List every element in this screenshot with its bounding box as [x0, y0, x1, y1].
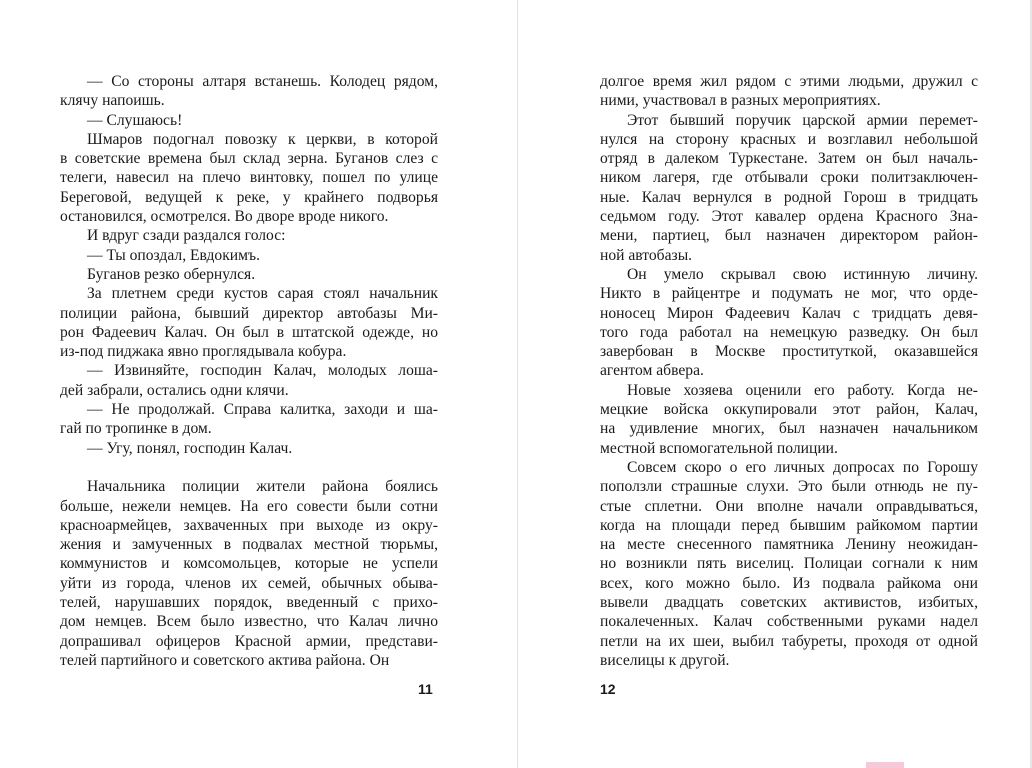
- text-line: клячу напоишь.: [60, 92, 165, 110]
- text-line: петли на их шеи, выбил табуреты, проходя от одной: [600, 632, 978, 650]
- text-line: — Извиняйте, господин Калач, молодых лоша-: [87, 362, 438, 380]
- text-line: жения и замученных в подвалах местной тюрьмы,: [60, 536, 438, 554]
- text-line: но возникли пять виселиц. Полицаи согнали к ним: [600, 555, 978, 573]
- text-line: виселицы к другой.: [600, 651, 730, 669]
- text-line: Начальника полиции жители района боялись: [87, 478, 438, 496]
- text-line: гай по тропинке в дом.: [60, 420, 212, 438]
- text-line: — Со стороны алтаря встанешь. Колодец рядом,: [87, 73, 438, 90]
- text-line: Он умело скрывал свою истинную личину.: [627, 265, 978, 283]
- text-line: местной вспомогательной полиции.: [600, 439, 838, 457]
- text-line: телеги, навесил на плечо винтовку, пошел по улице: [60, 169, 438, 187]
- text-line: Шмаров подогнал повозку к церкви, в которой: [87, 130, 438, 148]
- text-line: телей партийного и советского актива района. Он: [60, 651, 390, 669]
- text-line: Этот бывший поручик царской армии перемет-: [627, 111, 978, 129]
- text-line: допрашивал офицеров Красной армии, представи-: [60, 632, 438, 650]
- text-line: когда на площади перед бывшим райкомом партии: [600, 516, 978, 534]
- text-line: ные. Калач вернулся в родной Горош в тридцать: [600, 188, 978, 206]
- text-line: седьмом году. Этот кавалер ордена Красного Зна-: [600, 208, 978, 226]
- text-line: Никто в райцентре и подумать не мог, что орде-: [600, 285, 978, 303]
- text-line: покалеченных. Калач собственными руками надел: [600, 613, 978, 631]
- pink-mark: [866, 762, 904, 768]
- text-line: За плетнем среди кустов сарая стоял начальник: [87, 285, 438, 303]
- text-line: коммунистов и комсомольцев, которые не успели: [60, 555, 438, 573]
- text-line: ними, участвовал в разных мероприятиях.: [600, 92, 881, 110]
- text-line: ной автобазы.: [600, 246, 693, 264]
- right-page: [518, 0, 1032, 768]
- text-line: красноармейцев, захваченных при выходе из окру-: [60, 516, 438, 534]
- text-line: Буганов резко обернулся.: [87, 265, 256, 283]
- text-line: — Ты опоздал, Евдокимъ.: [87, 246, 260, 264]
- left-page-text: [60, 72, 438, 670]
- text-line: поползли страшные слухи. Это были отнюдь не пу-: [600, 478, 978, 496]
- text-line: остановился, осмотрелся. Во дворе вроде никого.: [60, 208, 389, 226]
- text-line: дом немцев. Всем было известно, что Калач лично: [60, 613, 438, 631]
- text-line: — Угу, понял, господин Калач.: [87, 439, 293, 457]
- text-line: рон Фадеевич Калач. Он был в штатской одежде, но: [60, 323, 438, 341]
- right-page-text: [600, 72, 978, 670]
- text-line: агентом абвера.: [600, 362, 704, 380]
- text-line: больше, нежели немцев. На его совести были сотни: [60, 497, 438, 515]
- text-line: дей забрали, остались одни клячи.: [60, 381, 289, 399]
- text-line: телей, нарушавших порядок, введенный с прихо-: [60, 594, 438, 612]
- page-number-right: 12: [600, 681, 616, 697]
- text-line: Береговой, ведущей к реке, у крайнего подворья: [60, 188, 438, 206]
- text-line: из-под пиджака явно проглядывала кобура.: [60, 343, 347, 361]
- text-line: — Слушаюсь!: [87, 111, 183, 129]
- page-number-left: 11: [418, 681, 433, 697]
- text-line: ником лагеря, где отбывали сроки политзаключен-: [600, 169, 978, 187]
- text-line: стые сплетни. Они вполне начали оправдываться,: [600, 497, 978, 515]
- text-line: уйти из города, членов их семей, обычных обыва-: [60, 574, 438, 592]
- text-line: завербован в Москве проституткой, оказавшейся: [600, 343, 978, 361]
- text-line: мени, партиец, был назначен директором район-: [600, 227, 978, 245]
- text-line: долгое время жил рядом с этими людьми, дружил с: [600, 73, 978, 90]
- section-break: [60, 458, 438, 477]
- text-line: — Не продолжай. Справа калитка, заходи и ша-: [87, 401, 438, 419]
- text-line: всех, кого можно было. Из подвала райкома они: [600, 574, 978, 592]
- text-line: нулся на сторону красных и возглавил небольшой: [600, 130, 978, 148]
- text-line: Совсем скоро о его личных допросах по Горошу: [627, 458, 978, 476]
- text-line: в советские времена был склад зерна. Буганов слез с: [60, 150, 438, 168]
- text-line: на удивление многих, был назначен начальником: [600, 420, 978, 438]
- text-line: вывели двадцать советских активистов, избитых,: [600, 594, 978, 612]
- text-line: того года работал на немецкую разведку. Он был: [600, 323, 978, 341]
- text-line: ноносец Мирон Фадеевич Калач с тридцать девя-: [600, 304, 978, 322]
- text-line: полиции района, бывший директор автобазы Ми-: [60, 304, 438, 322]
- text-line: отряд в далеком Туркестане. Затем он был началь-: [600, 150, 978, 168]
- text-line: мецкие войска оккупировали этот район, Калач,: [600, 401, 978, 419]
- text-line: Новые хозяева оценили его работу. Когда не-: [627, 381, 978, 399]
- text-line: на месте снесенного памятника Ленину неожидан-: [600, 536, 978, 554]
- text-line: И вдруг сзади раздался голос:: [87, 227, 286, 245]
